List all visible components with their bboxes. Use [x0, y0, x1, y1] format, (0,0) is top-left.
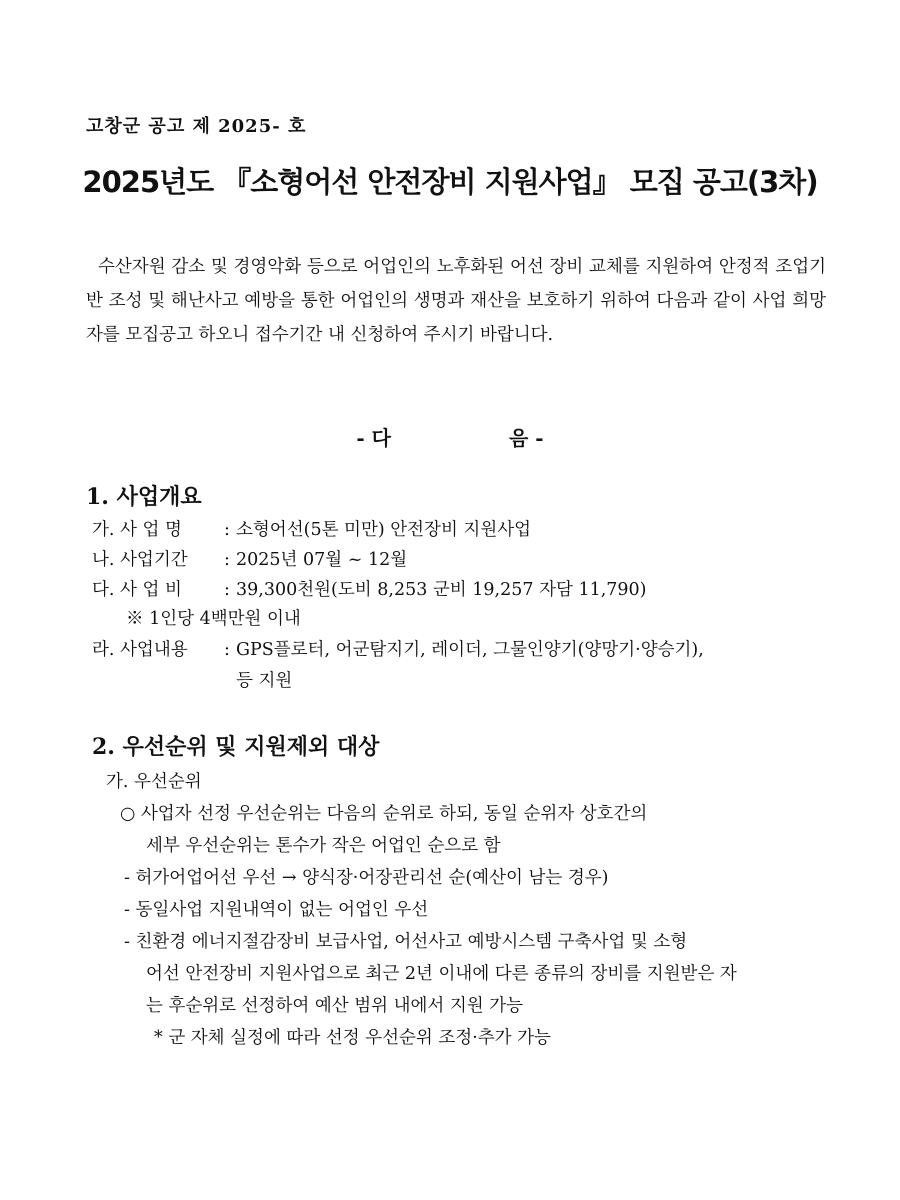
separator-heading [0, 422, 900, 451]
priority-bullet-1: - 허가어업어선 우선 → 양식장·어장관리선 순(예산이 남는 경우) [124, 868, 609, 888]
overview-label: 나. 사업기간 [92, 550, 188, 570]
overview-label: 라. 사업내용 [92, 640, 188, 660]
section2-heading: 2. 우선순위 및 지원제외 대상 [92, 734, 380, 760]
priority-bullet-2: - 동일사업 지원내역이 없는 어업인 우선 [124, 900, 429, 920]
separator-right: 음 - [509, 426, 544, 450]
overview-value: 소형어선(5톤 미만) 안전장비 지원사업 [236, 520, 532, 540]
priority-bullet-3-cont2: 는 후순위로 선정하여 예산 범위 내에서 지원 가능 [146, 996, 524, 1016]
content-continuation: 등 지원 [236, 671, 293, 691]
notice-number: 고창군 공고 제 2025- 호 [86, 116, 307, 137]
priority-subheading: 가. 우선순위 [106, 772, 202, 792]
overview-label: 가. 사 업 명 [92, 520, 182, 540]
overview-value: 2025년 07월 ~ 12월 [236, 550, 408, 570]
priority-footnote: * 군 자체 실정에 따라 선정 우선순위 조정·추가 가능 [154, 1028, 551, 1048]
intro-paragraph: 수산자원 감소 및 경영악화 등으로 어업인의 노후화된 어선 장비 교체를 지원하여 안정적 조업기반 조성 및 해난사고 예방을 통한 어업인의 생명과 재산을 보호하기 위하여 다음과 같이 사업 희망자를 모집공고 하오니 접수기간 내 신청하여 주시기 바랍니다. [86, 257, 826, 345]
budget-note: ※ 1인당 4백만원 이내 [126, 609, 301, 629]
overview-value: 39,300천원(도비 8,253 군비 19,257 자담 11,790) [236, 580, 647, 600]
separator-left: - 다 [356, 426, 391, 450]
page-title: 2025년도 『소형어선 안전장비 지원사업』 모집 공고(3차) [82, 165, 818, 199]
overview-label: 다. 사 업 비 [92, 580, 182, 600]
priority-principle-line2: 세부 우선순위는 톤수가 작은 어업인 순으로 함 [146, 836, 501, 856]
section1-heading: 1. 사업개요 [86, 484, 202, 510]
overview-item-name: 가. 사 업 명 : 소형어선(5톤 미만) 안전장비 지원사업 [92, 516, 531, 541]
priority-principle-line1: ○ 사업자 선정 우선순위는 다음의 순위로 하되, 동일 순위자 상호간의 [120, 804, 648, 824]
priority-bullet-3: - 친환경 에너지절감장비 보급사업, 어선사고 예방시스템 구축사업 및 소형 [124, 932, 688, 952]
overview-item-period: 나. 사업기간 : 2025년 07월 ~ 12월 [92, 546, 407, 571]
overview-value: GPS플로터, 어군탐지기, 레이더, 그물인양기(양망기·양승기), [236, 640, 704, 660]
overview-item-budget: 다. 사 업 비 : 39,300천원(도비 8,253 군비 19,257 자담 11,790) [92, 576, 647, 601]
overview-item-content: 라. 사업내용 : GPS플로터, 어군탐지기, 레이더, 그물인양기(양망기·양승기), [92, 636, 704, 661]
priority-bullet-3-cont1: 어선 안전장비 지원사업으로 최근 2년 이내에 다른 종류의 장비를 지원받은 자 [146, 964, 737, 984]
